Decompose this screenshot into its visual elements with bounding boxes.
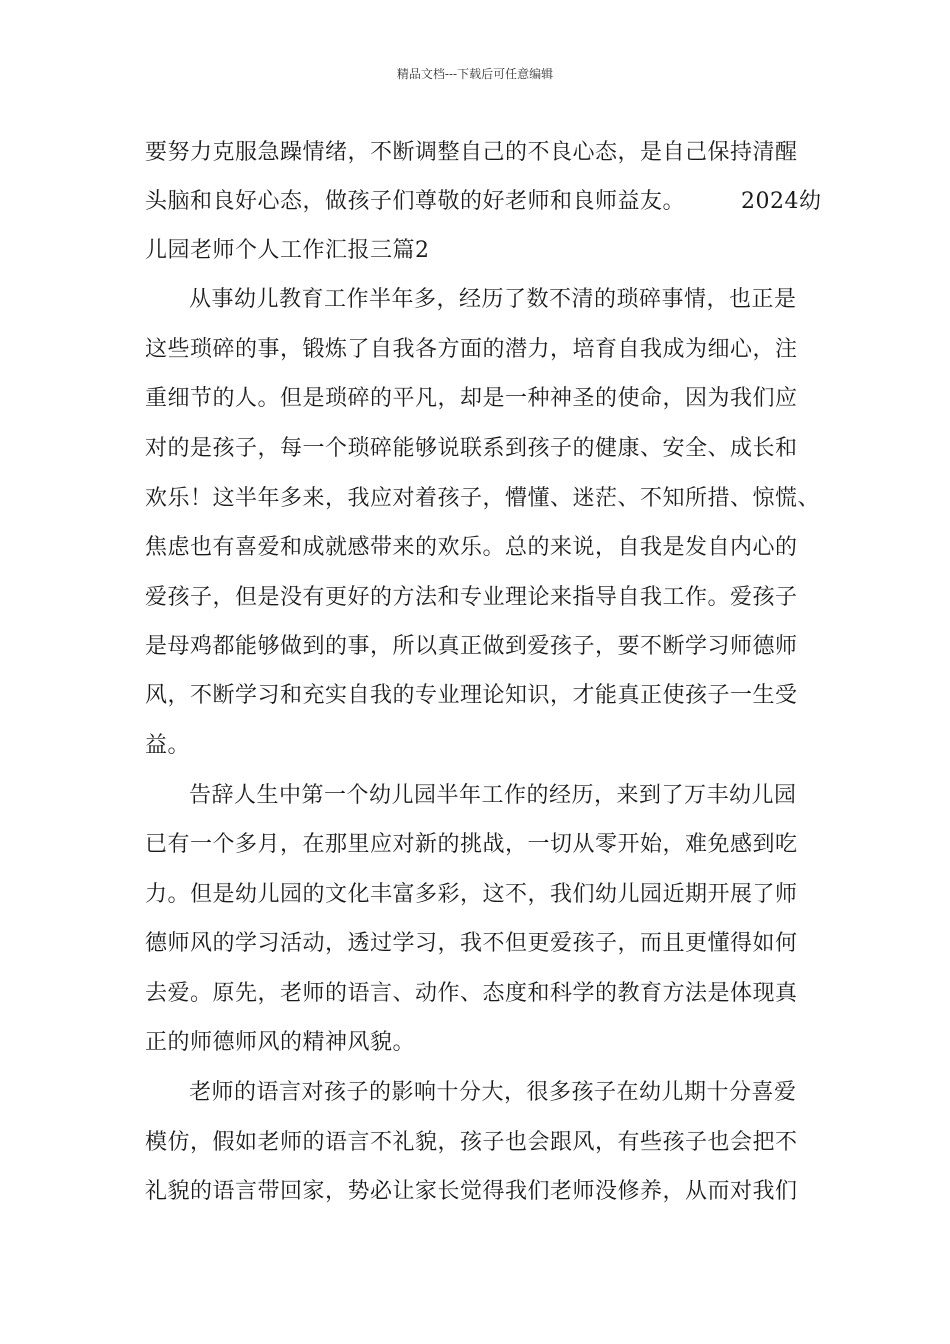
text-line: 爱孩子，但是没有更好的方法和专业理论来指导自我工作。爱孩子 <box>145 585 798 610</box>
text-line: 益。 <box>145 733 191 758</box>
text-line: 欢乐！这半年多来，我应对着孩子，懵懂、迷茫、不知所措、惊慌、 <box>145 486 821 511</box>
text-line: 德师风的学习活动，透过学习，我不但更爱孩子，而且更懂得如何 <box>145 931 798 956</box>
text-line: 去爱。原先，老师的语言、动作、态度和科学的教育方法是体现真 <box>145 981 798 1006</box>
text-line: 焦虑也有喜爱和成就感带来的欢乐。总的来说，自我是发自内心的 <box>145 535 798 560</box>
text-line: 这些琐碎的事，锻炼了自我各方面的潜力，培育自我成为细心，注 <box>145 337 798 362</box>
section-title-line: 儿园老师个人工作汇报三篇2 <box>145 238 430 263</box>
text-line: 力。但是幼儿园的文化丰富多彩，这不，我们幼儿园近期开展了师 <box>145 882 798 907</box>
page-header: 精品文档---下载后可任意编辑 <box>396 67 554 81</box>
paragraph-first-line: 告辞人生中第一个幼儿园半年工作的经历，来到了万丰幼儿园 <box>189 783 797 808</box>
text-line: 礼貌的语言带回家，势必让家长觉得我们老师没修养，从而对我们 <box>145 1179 798 1204</box>
text-line: 是母鸡都能够做到的事，所以真正做到爱孩子，要不断学习师德师 <box>145 634 798 659</box>
text-line: 重细节的人。但是琐碎的平凡，却是一种神圣的使命，因为我们应 <box>145 386 798 411</box>
text-line: 已有一个多月，在那里应对新的挑战，一切从零开始，难免感到吃 <box>145 832 798 857</box>
text-line-part: 头脑和良好心态，做孩子们尊敬的好老师和良师益友。 <box>145 189 686 214</box>
paragraph-first-line: 从事幼儿教育工作半年多，经历了数不清的琐碎事情，也正是 <box>189 287 797 312</box>
text-line: 风，不断学习和充实自我的专业理论知识，才能真正使孩子一生受 <box>145 683 798 708</box>
text-line <box>145 187 822 217</box>
text-line: 正的师德师风的精神风貌。 <box>145 1030 416 1055</box>
paragraph-first-line: 老师的语言对孩子的影响十分大，很多孩子在幼儿期十分喜爱 <box>189 1080 797 1105</box>
text-line-part: 2024幼 <box>741 189 822 214</box>
text-line: 对的是孩子，每一个琐碎能够说联系到孩子的健康、安全、成长和 <box>145 436 798 461</box>
text-line: 要努力克服急躁情绪，不断调整自己的不良心态，是自己保持清醒 <box>145 140 798 165</box>
text-line: 模仿，假如老师的语言不礼貌，孩子也会跟风，有些孩子也会把不 <box>145 1130 798 1155</box>
